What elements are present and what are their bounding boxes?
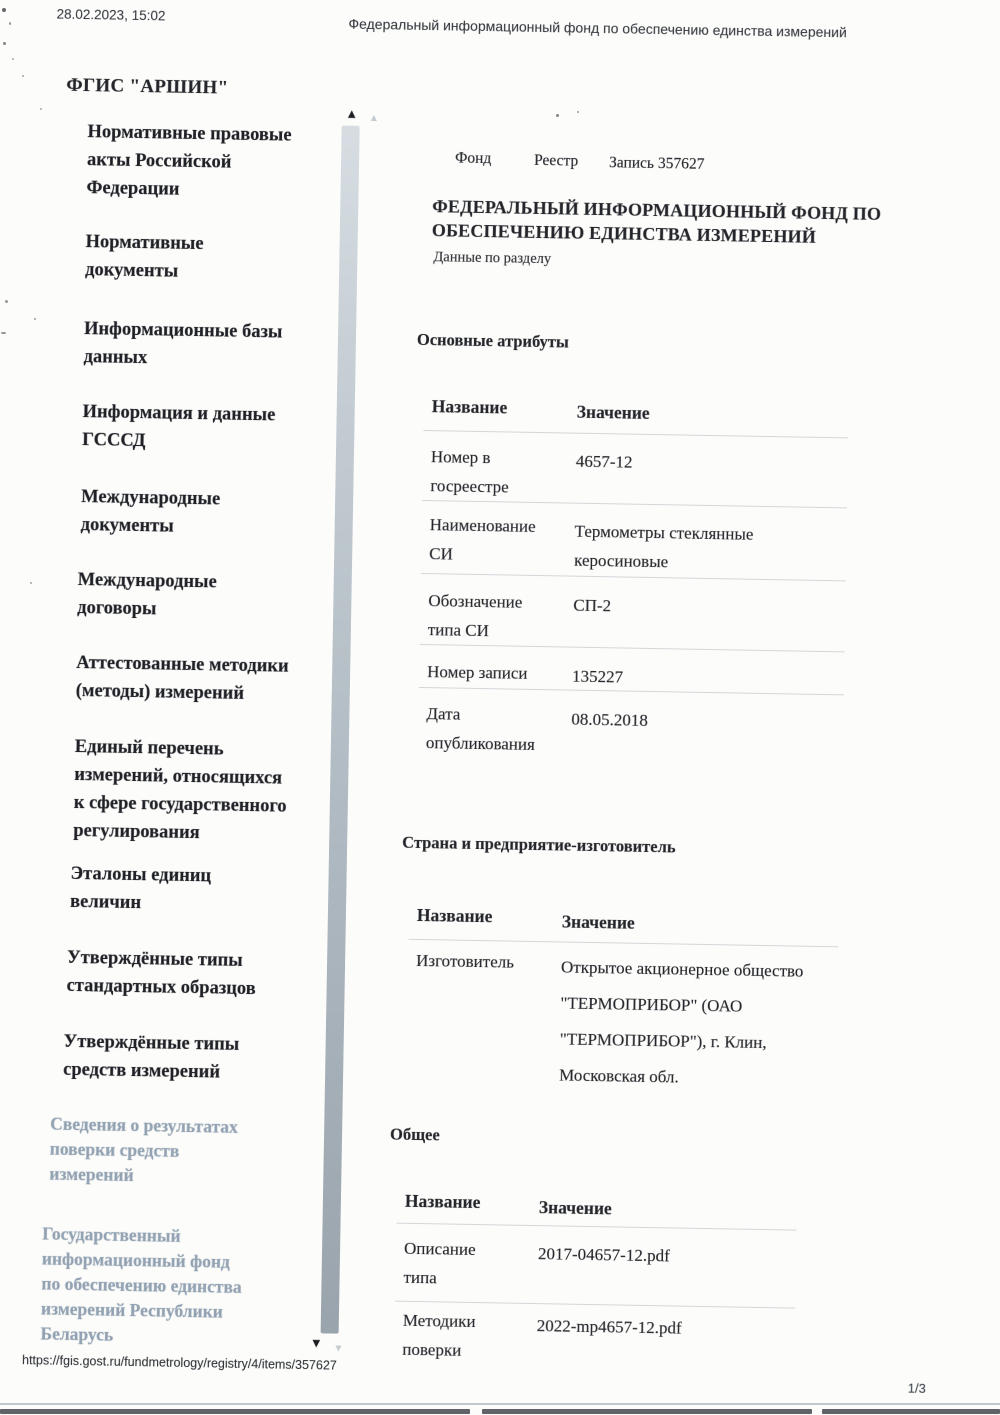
scan-artifact-speck <box>3 42 6 45</box>
sidebar-item-international-documents[interactable]: Международные документы <box>80 487 221 537</box>
scroll-up-ghost-icon: ▲ <box>370 113 378 123</box>
sidebar-item-information-databases[interactable]: Информационные базы данных <box>83 319 283 369</box>
breadcrumb-tab-registry[interactable]: Реестр <box>533 151 579 170</box>
print-header-doc-title: Федеральный информационный фонд по обеспечению единства измерений <box>348 15 847 41</box>
column-header-name: Название <box>404 1190 481 1213</box>
row-label: Методики поверки <box>402 1310 476 1360</box>
pdf-link-verification-method[interactable]: 2022-mp4657-12.pdf <box>536 1316 682 1338</box>
sidebar-item-certified-measurement-methods[interactable]: Аттестованные методики (методы) измерений <box>75 652 289 704</box>
scroll-up-icon[interactable]: ▲ <box>347 108 356 120</box>
scan-edge-strip <box>482 1409 812 1414</box>
row-label: Номер записи <box>427 662 528 683</box>
sidebar-item-approved-reference-material-types[interactable]: Утверждённые типы стандартных образцов <box>66 947 256 1000</box>
print-footer-page-number: 1/3 <box>907 1380 926 1396</box>
scan-artifact-speck <box>2 8 6 12</box>
row-label: Дата опубликования <box>425 704 536 754</box>
table-separator <box>419 687 844 695</box>
row-value: СП-2 <box>573 595 612 616</box>
scroll-down-icon[interactable]: ▼ <box>312 1338 321 1350</box>
column-header-value: Значение <box>576 401 650 423</box>
site-brand: ФГИС "АРШИН" <box>66 74 229 99</box>
section-general <box>386 1125 850 1373</box>
row-label: Наименование СИ <box>429 515 536 564</box>
scan-edge-strip <box>822 1409 1000 1414</box>
section-heading: Общее <box>389 1124 440 1145</box>
sidebar-item-npa-rf[interactable]: Нормативные правовые акты Российской Федерации <box>86 122 292 200</box>
table-separator <box>420 644 845 652</box>
scan-edge-hairline <box>0 1403 1000 1405</box>
sidebar-item-belarus-fund[interactable]: Государственный информационный фонд по обеспечению единства измерений Республики Беларусь <box>40 1223 242 1345</box>
scroll-down-ghost-icon: ▼ <box>335 1343 342 1353</box>
sidebar-item-unified-list-of-measurements[interactable]: Единый перечень измерений, относящихся к сфере государственного регулирования <box>73 736 287 844</box>
section-heading: Страна и предприятие-изготовитель <box>402 832 676 857</box>
sidebar-item-gsssd-data[interactable]: Информация и данные ГСССД <box>81 402 276 452</box>
column-header-name: Название <box>416 904 493 927</box>
sidebar-item-measurement-unit-standards[interactable]: Эталоны единиц величин <box>69 863 212 914</box>
breadcrumb-tab-record[interactable]: Запись 357627 <box>608 154 705 173</box>
column-header-value: Значение <box>538 1197 612 1219</box>
sidebar-item-approved-measuring-instrument-types[interactable]: Утверждённые типы средств измерений <box>62 1031 240 1083</box>
section-heading: Основные атрибуты <box>416 329 570 352</box>
table-separator <box>422 500 847 508</box>
row-value: 08.05.2018 <box>571 709 649 730</box>
page-title: ФЕДЕРАЛЬНЫЙ ИНФОРМАЦИОННЫЙ ФОНД ПО ОБЕСПЕЧЕНИЮ ЕДИНСТВА ИЗМЕРЕНИЙ <box>431 196 882 247</box>
main-header <box>427 143 1000 293</box>
scan-edge-strip <box>0 1409 470 1414</box>
scrollbar-thumb[interactable] <box>321 126 360 1334</box>
print-footer-url: https://fgis.gost.ru/fundmetrology/registry/4/items/357627 <box>21 1353 337 1373</box>
breadcrumb-tab-fund[interactable]: Фонд <box>454 149 492 168</box>
row-value: 135227 <box>571 666 624 687</box>
row-value: Открытое акционерное общество "ТЕРМОПРИБОР" (ОАО "ТЕРМОПРИБОР"), г. Клин, Московская обл. <box>558 957 804 1087</box>
row-label: Изготовитель <box>415 950 515 972</box>
print-header-date: 28.02.2023, 15:02 <box>56 6 166 24</box>
page-subtitle: Данные по разделу <box>433 249 552 268</box>
table-separator <box>397 1223 797 1231</box>
sidebar-item-verification-results[interactable]: Сведения о результатах поверки средств измерений <box>49 1113 239 1186</box>
table-separator <box>423 430 848 438</box>
column-header-value: Значение <box>561 911 635 933</box>
row-label: Номер в госреестре <box>430 447 509 497</box>
row-value: 4657-12 <box>575 451 633 472</box>
row-value: Термометры стеклянные керосиновые <box>573 521 754 572</box>
row-label: Обозначение типа СИ <box>427 591 523 641</box>
sidebar-item-international-treaties[interactable]: Международные договоры <box>77 569 217 620</box>
section-manufacturer <box>398 833 883 1111</box>
row-label: Описание типа <box>403 1238 476 1288</box>
section-main-attributes <box>409 330 887 778</box>
pdf-link-type-description[interactable]: 2017-04657-12.pdf <box>537 1244 670 1266</box>
sidebar-item-normative-documents[interactable]: Нормативные документы <box>84 232 204 282</box>
column-header-name: Название <box>431 396 508 418</box>
